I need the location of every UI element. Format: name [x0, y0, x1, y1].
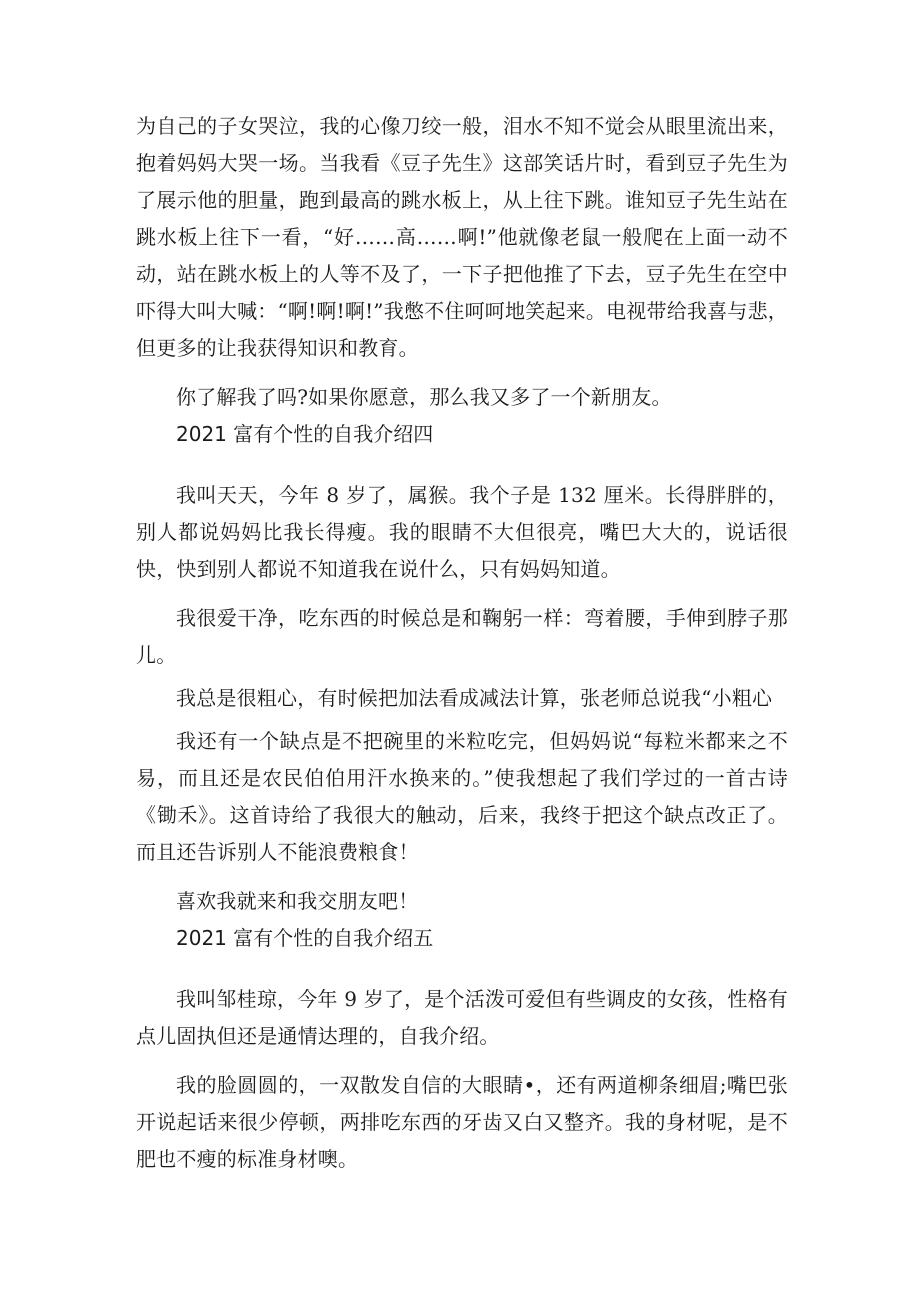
paragraph-friends: 喜欢我就来和我交朋友吧！ — [176, 889, 419, 913]
document-body — [136, 108, 788, 1178]
paragraph-rice: 我还有一个缺点是不把碗里的米粒吃完，但妈妈说“每粒米都来之不易，而且还是农民伯伯用汗水换来的。”使我想起了我们学过的一首古诗《锄禾》。这首诗给了我很大的触动，后来，我终于把这个缺点改正了。而且还告诉别人不能浪费粮食！ — [136, 729, 788, 864]
section-heading-five: 2021 富有个性的自我介绍五 — [176, 926, 434, 950]
paragraph-careless: 我总是很粗心，有时候把加法看成减法计算，张老师总说我“小粗心 — [176, 686, 773, 710]
paragraph-intro-tiantian: 我叫天天，今年 8 岁了，属猴。我个子是 132 厘米。长得胖胖的，别人都说妈妈比我长得瘦。我的眼睛不大但很亮，嘴巴大大的，说话很快，快到别人都说不知道我在说什么，只有妈妈知道。 — [136, 483, 788, 581]
paragraph-appearance: 我的脸圆圆的，一双散发自信的大眼睛•，还有两道柳条细眉;嘴巴张开说起话来很少停顿，两排吃东西的牙齿又白又整齐。我的身材呢，是不肥也不瘦的标准身材噢。 — [136, 1073, 788, 1171]
section-heading-four: 2021 富有个性的自我介绍四 — [176, 422, 434, 446]
paragraph-continued: 为自己的子女哭泣，我的心像刀绞一般，泪水不知不觉会从眼里流出来，抱着妈妈大哭一场。当我看《豆子先生》这部笑话片时，看到豆子先生为了展示他的胆量，跑到最高的跳水板上，从上往下跳。谁知豆子先生站在跳水板上往下一看，“好……高……啊!”他就像老鼠一般爬在上面一动不动，站在跳水板上的人等不及了，一下子把他推了下去，豆子先生在空中吓得大叫大喊：“啊!啊!啊!”我憋不住呵呵地笑起来。电视带给我喜与悲，但更多的让我获得知识和教育。 — [136, 114, 788, 360]
paragraph-closing: 你了解我了吗?如果你愿意，那么我又多了一个新朋友。 — [176, 385, 672, 409]
paragraph-intro-zou: 我叫邹桂琼，今年 9 岁了，是个活泼可爱但有些调皮的女孩，性格有点儿固执但还是通情达理的，自我介绍。 — [136, 987, 788, 1048]
paragraph-clean: 我很爱干净，吃东西的时候总是和鞠躬一样：弯着腰，手伸到脖子那儿。 — [136, 606, 788, 667]
